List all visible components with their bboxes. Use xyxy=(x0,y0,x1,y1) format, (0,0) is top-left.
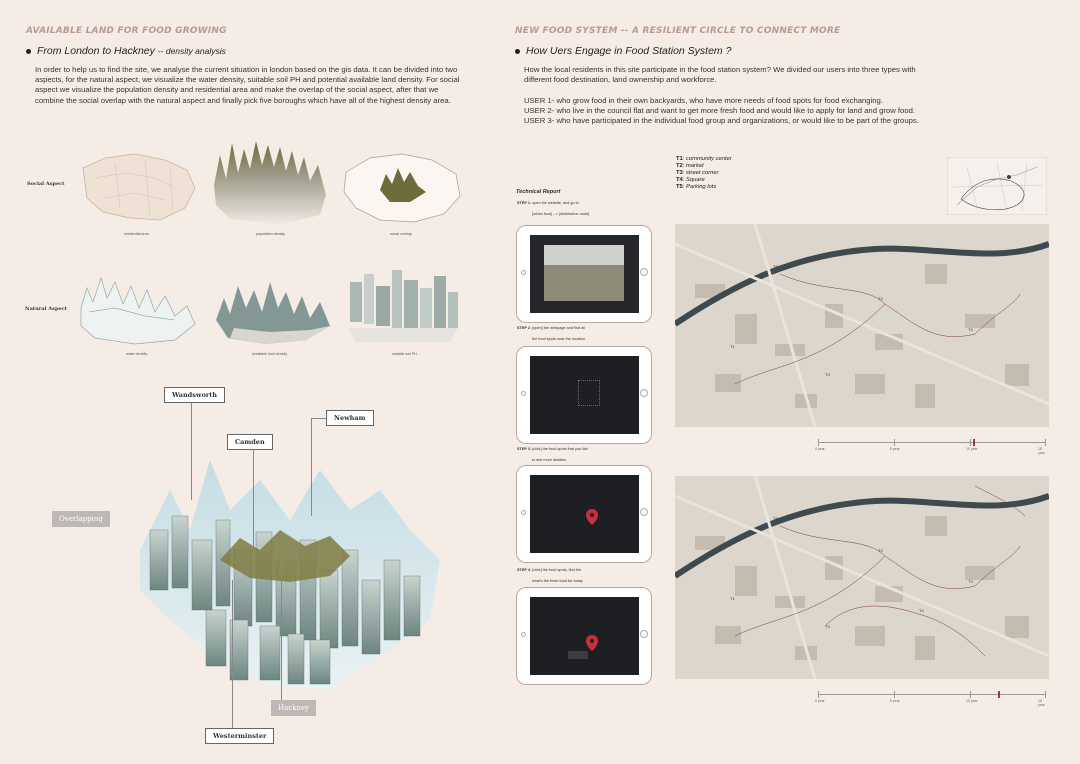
map-top-graphic xyxy=(675,224,1049,427)
map-top-marker-3: T3 xyxy=(968,327,973,332)
left-paragraph: In order to help us to find the site, we analyse the current situation in london based on the gis data. It can be divided into two aspects, for the natural aspect, we visualize the water density, suitable soil PH and potential available land density. For social aspect we visualize the population density and residential area and make the overlap of the social aspect, after that we combine the social overlap with the natural aspect and finally pick five boroughs which have all of the highest density area. xyxy=(35,65,460,105)
user-list xyxy=(524,96,964,127)
bullet-icon xyxy=(515,49,520,54)
suitable-soil-ph-map xyxy=(340,262,465,350)
leader-hackney xyxy=(281,560,282,700)
legend-t3: T3: street corner xyxy=(676,170,719,176)
social-aspect-label: Social Aspect xyxy=(27,181,65,187)
leader-newham-h xyxy=(311,418,326,419)
caption-water: water density xyxy=(126,352,148,356)
site-map-bottom xyxy=(675,476,1049,679)
label-wandsworth: Wandsworth xyxy=(164,387,225,403)
label-newham: Newham xyxy=(326,410,374,426)
population-density-map xyxy=(210,135,330,230)
water-density-map xyxy=(75,268,200,348)
legend xyxy=(676,156,732,191)
technical-report-title: Technical Report xyxy=(516,189,561,195)
map-bottom-graphic xyxy=(675,476,1049,679)
caption-residential: residential area xyxy=(124,232,149,236)
right-section-title: NEW FOOD SYSTEM -- A RESILIENT CIRCLE TO CONNECT MORE xyxy=(515,26,841,36)
user-1: USER 1- who grow food in their own backyards, who have more needs of food spots for food exchanging. xyxy=(524,96,883,105)
available-land-density-map xyxy=(210,268,335,348)
legend-t2: T2: market xyxy=(676,163,704,169)
bullet-icon xyxy=(26,49,31,54)
site-map-top xyxy=(675,224,1049,427)
map-top-marker-2: T2 xyxy=(878,296,883,301)
right-intro: How the local residents in this site participate in the food station system? We divided our users into three types with different food destination, land ownership and workforce. xyxy=(524,65,916,85)
tablet-step-1 xyxy=(516,225,652,323)
label-westerminster: Westerminster xyxy=(205,728,274,744)
tablet-step-2 xyxy=(516,346,652,444)
leader-newham-v xyxy=(311,418,312,516)
caption-population: population density xyxy=(256,232,285,236)
map-top-marker-4: T3 xyxy=(825,372,830,377)
right-subtitle: How Uers Engage in Food Station System ? xyxy=(526,45,732,57)
timeline-top: 0 year 5 year 10 year 15 year xyxy=(818,438,1046,452)
map-bottom-marker-1: T5 xyxy=(773,516,778,521)
tablet-step-4 xyxy=(516,587,652,685)
left-subtitle: From London to Hackney xyxy=(37,45,155,57)
step-3: STEP 3: [click] the food spots that you like xyxy=(517,447,588,451)
timeline-bottom: 0 year 5 year 10 year 15 year xyxy=(818,690,1046,704)
tablet-step-3 xyxy=(516,465,652,563)
leader-westerminster xyxy=(232,580,233,728)
step-1: STEP 1: open the website, and go to xyxy=(517,201,579,205)
step-4: STEP 4: [click] the food spots, find the xyxy=(517,568,582,572)
left-section-title: AVAILABLE LAND FOR FOOD GROWING xyxy=(26,26,227,36)
user-3: USER 3- who have participated in the individual food group and organizations, or would like to be part of the groups. xyxy=(524,116,919,126)
overlapping-label: Overlapping xyxy=(52,511,110,527)
step-4-sub: what's the fresh food for today xyxy=(532,579,583,583)
left-subtitle-suffix: -- density analysis xyxy=(157,46,226,56)
map-bottom-marker-5: T1 xyxy=(730,596,735,601)
label-camden: Camden xyxy=(227,434,273,450)
map-bottom-marker-4: T4 xyxy=(919,608,924,613)
right-subtitle-row xyxy=(515,45,731,57)
step-1-sub: [urban food] --> [distribution route] xyxy=(532,212,590,216)
legend-t4: T4: Square xyxy=(676,177,705,183)
step-2-sub: the food spots near the location xyxy=(532,337,585,341)
step-3-sub: to see more detailes xyxy=(532,458,567,462)
map-pin-icon xyxy=(530,475,639,553)
label-hackney: Hackney xyxy=(271,700,316,716)
map-bottom-marker-6: T3 xyxy=(825,624,830,629)
user-2: USER 2- who live in the council flat and want to get more fresh food and would like to apply for land and grow food. xyxy=(524,106,916,116)
caption-soil-ph: suitable soil PH xyxy=(392,352,417,356)
overlap-3d-map xyxy=(110,420,470,710)
caption-social-overlap: social overlap xyxy=(390,232,412,236)
map-top-marker-5: T1 xyxy=(730,344,735,349)
legend-t1: T1: community center xyxy=(676,156,732,162)
location-minimap xyxy=(947,157,1047,215)
legend-t5: T5: Parking lots xyxy=(676,184,717,190)
map-bottom-marker-3: T3 xyxy=(968,579,973,584)
leader-camden xyxy=(253,449,254,549)
social-overlap-map xyxy=(340,148,465,228)
map-pin-icon xyxy=(530,597,639,675)
natural-aspect-label: Natural Aspect xyxy=(25,306,67,312)
left-subtitle-row xyxy=(26,45,226,57)
residential-area-map xyxy=(75,148,200,228)
map-bottom-marker-2: T2 xyxy=(878,548,883,553)
leader-wandsworth xyxy=(191,402,192,500)
caption-available-land: availiable land density xyxy=(252,352,288,356)
timeline-top-marker[interactable] xyxy=(973,439,975,446)
map-top-marker-1: T5 xyxy=(773,264,778,269)
timeline-bottom-marker[interactable] xyxy=(998,691,1000,698)
step-2: STEP 2: [open] the webpage and find all xyxy=(517,326,585,330)
